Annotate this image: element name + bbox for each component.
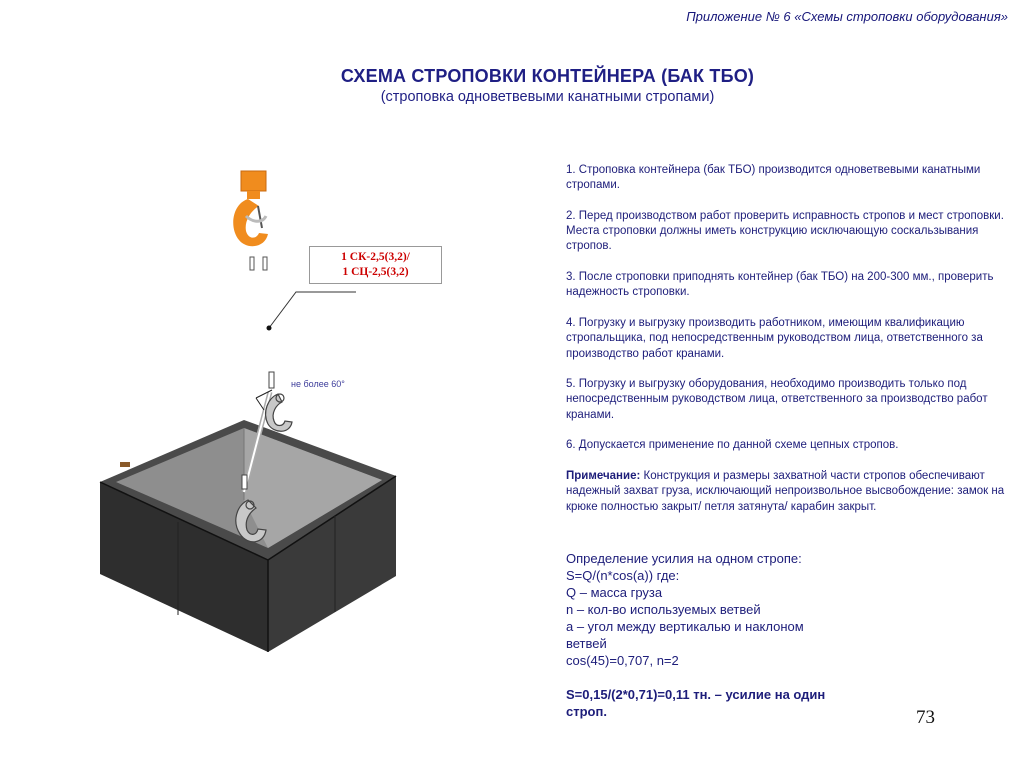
- appendix-caption: Приложение № 6 «Схемы строповки оборудования»: [686, 9, 1008, 24]
- force-a-def-cont: ветвей: [566, 636, 607, 651]
- leader-line: [269, 292, 356, 328]
- remark-label: Примечание:: [566, 469, 641, 482]
- force-values: cos(45)=0,707, n=2: [566, 653, 679, 668]
- page-title: СХЕМА СТРОПОВКИ КОНТЕЙНЕРА (БАК ТБО): [340, 66, 755, 86]
- sling-label-box: [309, 246, 442, 284]
- note-item: 5. Погрузку и выгрузку оборудования, необходимо производить только под непосредственным руководством лица, ответственного за производство работ кранами.: [566, 378, 988, 421]
- force-a-def: a – угол между вертикалью и наклоном: [566, 619, 804, 634]
- sling-label-line2: 1 СЦ-2,5(3,2): [342, 266, 409, 278]
- force-q-def: Q – масса груза: [566, 585, 663, 600]
- shackle-icon: [250, 257, 254, 270]
- note-item: 3. После строповки приподнять контейнер (бак ТБО) на 200-300 мм., проверить надежность строповки.: [566, 271, 994, 299]
- remark: [566, 469, 1006, 515]
- note-item: 2. Перед производством работ проверить исправность стропов и мест строповки. Места строповки должны иметь конструкцию исключающую соскальзывания стропов.: [566, 209, 1004, 253]
- page-number: 73: [916, 707, 935, 728]
- force-calculation: [566, 550, 846, 720]
- note-item: 1. Строповка контейнера (бак ТБО) производится одноветвевыми канатными стропами.: [566, 164, 981, 192]
- page-subtitle: (строповка одноветвевыми канатными стропами): [380, 89, 715, 105]
- force-formula: S=Q/(n*cos(a)) где:: [566, 568, 680, 583]
- shackle-icon: [269, 372, 274, 388]
- shackle-icon: [263, 257, 267, 270]
- shackle-icon: [242, 475, 247, 489]
- remark-text: Конструкция и размеры захватной части стропов обеспечивают надежный захват груза, исключающий непроизвольное высвобождение: замок на крюке полностью закрыт/ петля затянута/ карабин закрыт.: [566, 469, 1005, 513]
- force-result: S=0,15/(2*0,71)=0,11 тн. – усилие на один строп.: [566, 687, 826, 719]
- notes-block: [566, 163, 1006, 530]
- crane-hook-icon: [233, 171, 268, 246]
- force-heading: Определение усилия на одном стропе:: [566, 551, 802, 566]
- leader-dot: [267, 326, 272, 331]
- note-item: 4. Погрузку и выгрузку производить работником, имеющим квалификацию стропальщика, под непосредственным руководством лица, ответственного за производство работ кранами.: [566, 316, 983, 360]
- note-item: 6. Допускается применение по данной схеме цепных стропов.: [566, 439, 899, 452]
- angle-label: не более 60°: [291, 379, 345, 389]
- force-n-def: n – кол-во используемых ветвей: [566, 602, 761, 617]
- sling-label-line1: 1 СК-2,5(3,2)/: [341, 251, 410, 263]
